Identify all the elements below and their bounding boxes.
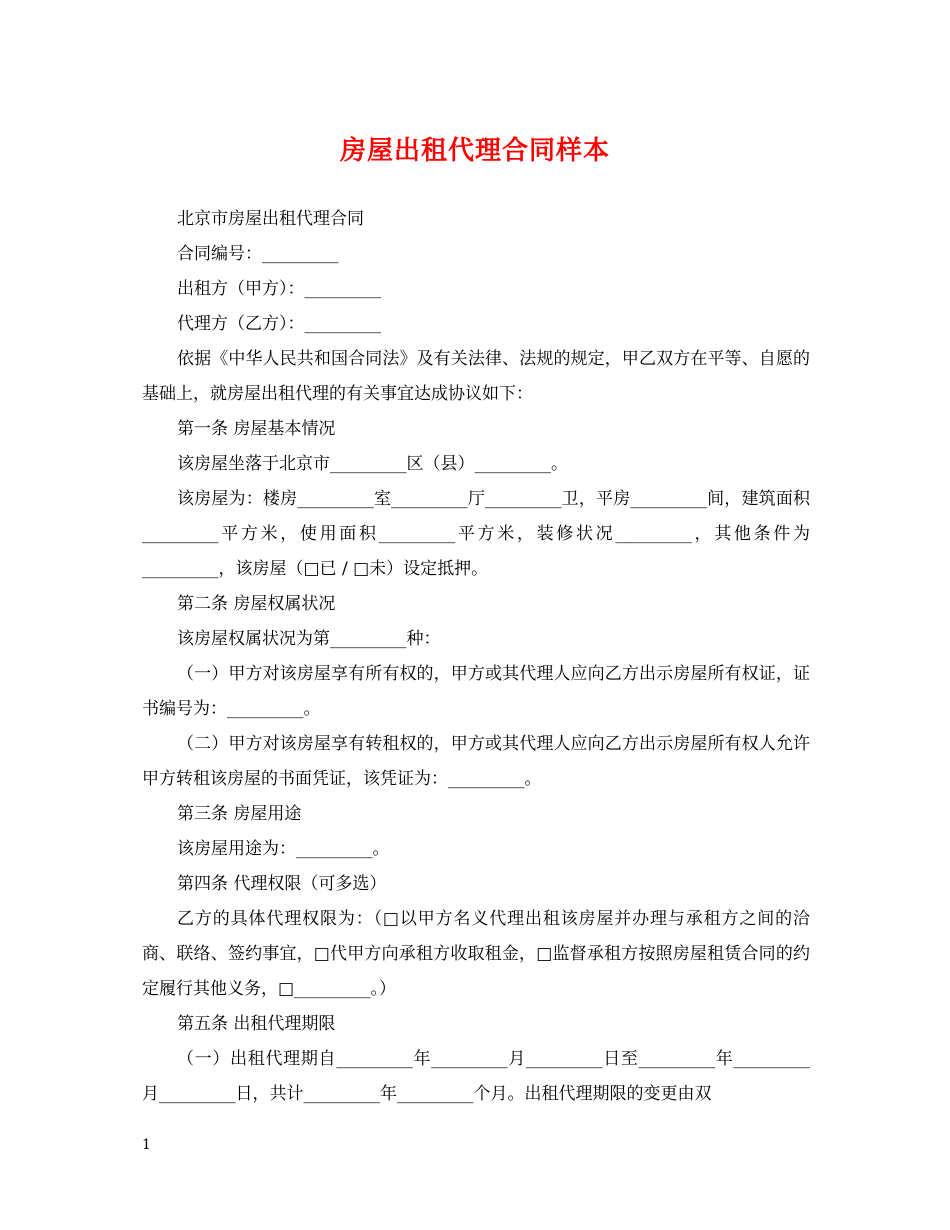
article-5-heading: 第五条 出租代理期限 [177,1014,336,1034]
article-5-clause-1: （一）出租代理期自_________年_________月_________日至_________年_________月_________日，共计_________年_________个月。出租代理期限的变更由双 [142,1049,810,1104]
page-number: 1 [142,1137,151,1153]
paragraph-contract-number: 合同编号：_________ [177,244,339,264]
article-1-details: 该房屋为：楼房_________室_________厅_________卫，平房_________间，建筑面积_________平方米，使用面积_________平方米，装修状况_________，其他条件为_________，该房屋（□已 / □未）设定抵押。 [142,489,810,579]
paragraph-lessor: 出租方（甲方）：_________ [177,279,381,299]
article-3-usage: 该房屋用途为：_________。 [177,839,390,859]
paragraph-agent: 代理方（乙方）：_________ [177,314,381,334]
article-4-scope: 乙方的具体代理权限为：（□以甲方名义代理出租该房屋并办理与承租方之间的洽商、联络、签约事宜，□代甲方向承租方收取租金，□监督承租方按照房屋租赁合同的约定履行其他义务，□_________。） [142,909,810,999]
document-title: 房屋出租代理合同样本 [339,136,610,166]
article-2-clause-1: （一）甲方对该房屋享有所有权的，甲方或其代理人应向乙方出示房屋所有权证，证书编号为：_________。 [142,664,810,719]
article-2-status: 该房屋权属状况为第_________种： [177,629,441,649]
paragraph-contract-name: 北京市房屋出租代理合同 [177,209,364,229]
article-2-clause-2: （二）甲方对该房屋享有转租权的，甲方或其代理人应向乙方出示房屋所有权人允许甲方转租该房屋的书面凭证，该凭证为：_________。 [142,734,810,789]
article-1-location: 该房屋坐落于北京市_________区（县）_________。 [177,454,568,474]
article-4-heading: 第四条 代理权限（可多选） [177,874,387,894]
article-2-heading: 第二条 房屋权属状况 [177,594,336,614]
paragraph-preamble: 依据《中华人民共和国合同法》及有关法律、法规的规定，甲乙双方在平等、自愿的基础上，就房屋出租代理的有关事宜达成协议如下： [142,349,810,404]
document-body [142,202,810,1112]
article-3-heading: 第三条 房屋用途 [177,804,302,824]
article-1-heading: 第一条 房屋基本情况 [177,419,336,439]
